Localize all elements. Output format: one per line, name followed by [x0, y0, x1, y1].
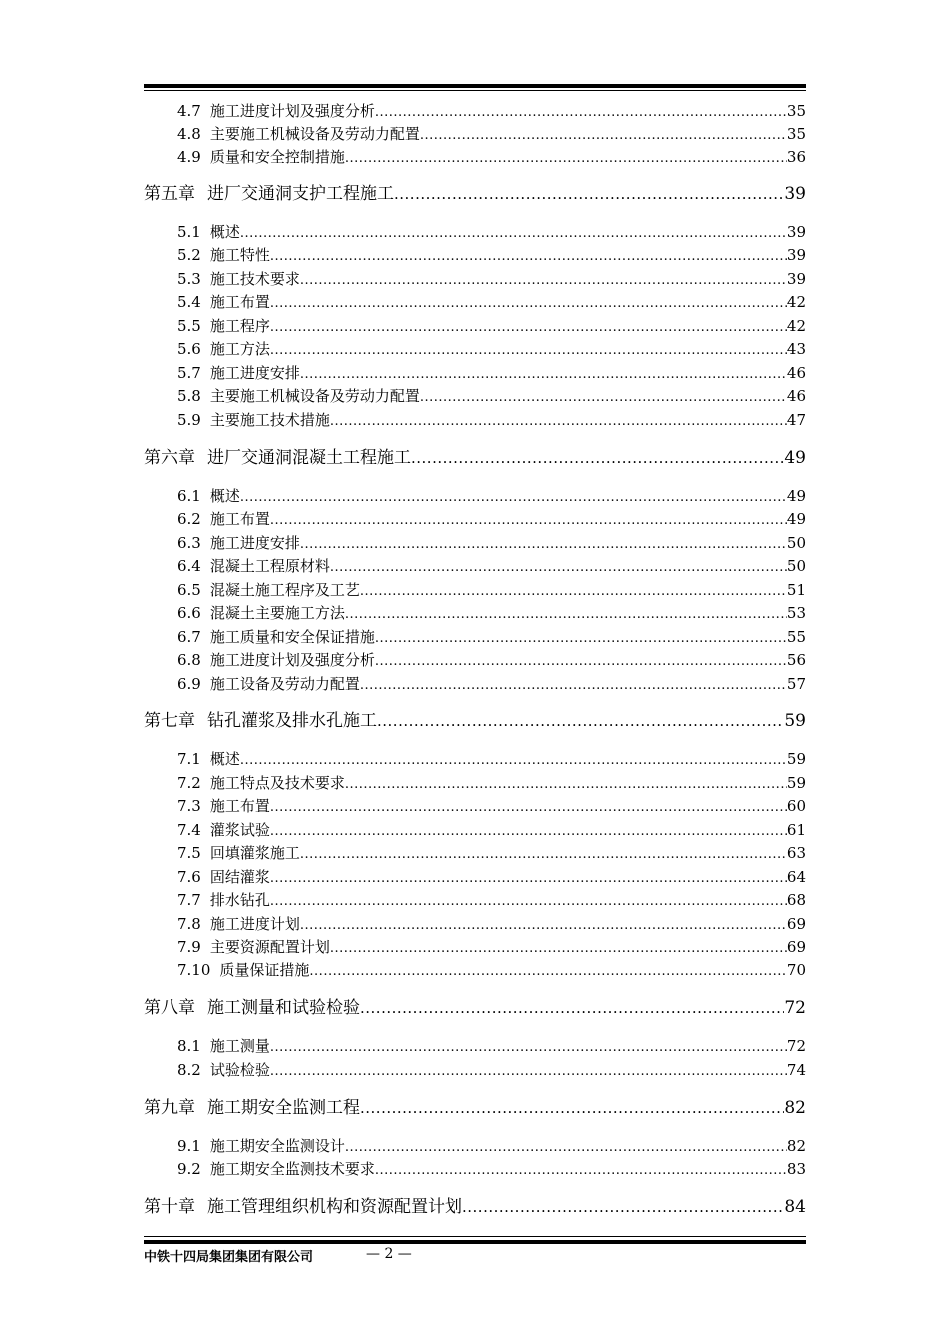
toc-entry-page: 83	[786, 1160, 806, 1178]
toc-entry-number: 7.5	[177, 844, 201, 862]
toc-dot-leader	[300, 365, 787, 385]
toc-entry-title: 混凝土主要施工方法	[209, 604, 345, 622]
toc-section-entry[interactable]	[177, 650, 806, 670]
toc-dot-leader	[270, 892, 787, 912]
toc-entry-page: 39	[786, 246, 806, 264]
toc-entry-page: 39	[786, 223, 806, 241]
toc-entry-page: 49	[784, 448, 806, 468]
toc-entry-number: 7.8	[177, 915, 201, 933]
toc-dot-leader	[270, 511, 787, 531]
toc-entry-title: 主要施工技术措施	[209, 411, 330, 429]
toc-entry-page: 43	[786, 340, 806, 358]
toc-entry-page: 84	[784, 1197, 806, 1217]
toc-dot-leader	[330, 939, 787, 959]
toc-entry-page: 72	[784, 998, 806, 1018]
toc-dot-leader	[375, 103, 787, 123]
toc-section-entry[interactable]	[177, 1036, 806, 1056]
toc-entry-title: 施工管理组织机构和资源配置计划	[207, 1197, 462, 1217]
toc-entry-title: 施工布置	[209, 293, 270, 311]
toc-section-entry[interactable]	[177, 749, 806, 769]
toc-entry-page: 39	[786, 270, 806, 288]
toc-entry-number: 第七章	[144, 711, 195, 731]
toc-dot-leader	[240, 488, 787, 508]
toc-entry-title: 施工方法	[209, 340, 270, 358]
toc-section-entry[interactable]	[177, 867, 806, 887]
toc-entry-page: 55	[786, 628, 806, 646]
toc-entry-number: 6.7	[177, 628, 201, 646]
toc-entry-page: 70	[786, 961, 806, 979]
toc-section-entry[interactable]	[177, 509, 806, 529]
toc-entry-title: 概述	[209, 223, 240, 241]
toc-dot-leader	[270, 318, 787, 338]
toc-entry-title: 试验检验	[209, 1061, 270, 1079]
toc-dot-leader	[270, 869, 787, 889]
toc-entry-title: 施工测量和试验检验	[207, 998, 360, 1018]
toc-section-entry[interactable]	[177, 386, 806, 406]
toc-entry-page: 46	[786, 387, 806, 405]
toc-entry-title: 施工进度计划及强度分析	[209, 102, 375, 120]
toc-entry-number: 7.2	[177, 774, 201, 792]
toc-entry-page: 64	[786, 868, 806, 886]
toc-section-entry[interactable]	[177, 914, 806, 934]
toc-chapter-entry[interactable]	[144, 709, 806, 733]
toc-entry-title: 概述	[209, 750, 240, 768]
toc-section-entry[interactable]	[177, 245, 806, 265]
toc-chapter-entry[interactable]	[144, 1096, 806, 1120]
toc-dot-leader	[360, 676, 787, 696]
toc-entry-page: 42	[786, 317, 806, 335]
toc-dot-leader	[330, 412, 787, 432]
toc-section-entry[interactable]	[177, 486, 806, 506]
toc-entry-page: 39	[784, 184, 806, 204]
toc-entry-number: 第八章	[144, 998, 195, 1018]
toc-entry-title: 施工设备及劳动力配置	[209, 675, 360, 693]
toc-entry-number: 6.8	[177, 651, 201, 669]
toc-section-entry[interactable]	[177, 1159, 806, 1179]
toc-dot-leader	[270, 341, 787, 361]
toc-dot-leader	[345, 149, 787, 169]
toc-dot-leader	[300, 845, 787, 865]
toc-section-entry[interactable]	[177, 1136, 806, 1156]
toc-dot-leader	[360, 996, 784, 1020]
toc-entry-number: 5.9	[177, 411, 201, 429]
toc-entry-page: 74	[786, 1061, 806, 1079]
toc-entry-page: 36	[786, 148, 806, 166]
toc-entry-number: 8.1	[177, 1037, 201, 1055]
toc-entry-number: 4.8	[177, 125, 201, 143]
toc-section-entry[interactable]	[177, 410, 806, 430]
toc-section-entry[interactable]	[177, 1060, 806, 1080]
toc-entry-title: 施工程序	[209, 317, 270, 335]
toc-entry-title: 施工期安全监测工程	[207, 1098, 360, 1118]
toc-entry-title: 施工特性	[209, 246, 270, 264]
toc-entry-number: 5.1	[177, 223, 201, 241]
toc-section-entry[interactable]	[177, 269, 806, 289]
toc-section-entry[interactable]	[177, 603, 806, 623]
toc-entry-page: 82	[784, 1098, 806, 1118]
toc-dot-leader	[375, 652, 787, 672]
toc-entry-title: 钻孔灌浆及排水孔施工	[207, 711, 377, 731]
toc-entry-number: 5.2	[177, 246, 201, 264]
toc-entry-title: 排水钻孔	[209, 891, 270, 909]
toc-section-entry[interactable]	[177, 222, 806, 242]
toc-section-entry[interactable]	[177, 937, 806, 957]
toc-chapter-entry[interactable]	[144, 996, 806, 1020]
footer-page-number: — 2 —	[366, 1246, 412, 1262]
toc-entry-page: 46	[786, 364, 806, 382]
toc-entry-number: 4.9	[177, 148, 201, 166]
toc-entry-page: 63	[786, 844, 806, 862]
toc-dot-leader	[411, 446, 784, 470]
toc-dot-leader	[420, 126, 787, 146]
toc-entry-page: 82	[786, 1137, 806, 1155]
toc-entry-title: 施工布置	[209, 510, 270, 528]
toc-section-entry[interactable]	[177, 627, 806, 647]
toc-dot-leader	[309, 962, 786, 982]
toc-entry-page: 49	[786, 510, 806, 528]
toc-entry-number: 6.1	[177, 487, 201, 505]
toc-entry-title: 质量和安全控制措施	[209, 148, 345, 166]
toc-entry-number: 6.4	[177, 557, 201, 575]
footer-rule-thin	[144, 1236, 806, 1237]
toc-section-entry[interactable]	[177, 316, 806, 336]
toc-entry-page: 50	[786, 557, 806, 575]
toc-entry-page: 42	[786, 293, 806, 311]
toc-chapter-entry[interactable]	[144, 182, 806, 206]
toc-dot-leader	[270, 798, 787, 818]
toc-section-entry[interactable]	[177, 820, 806, 840]
toc-entry-number: 6.2	[177, 510, 201, 528]
toc-dot-leader	[300, 916, 787, 936]
toc-entry-title: 施工进度安排	[209, 534, 300, 552]
toc-entry-page: 68	[786, 891, 806, 909]
toc-entry-page: 56	[786, 651, 806, 669]
toc-entry-title: 回填灌浆施工	[209, 844, 300, 862]
toc-entry-number: 5.5	[177, 317, 201, 335]
toc-entry-page: 59	[784, 711, 806, 731]
toc-entry-page: 60	[786, 797, 806, 815]
toc-entry-title: 概述	[209, 487, 240, 505]
toc-section-entry[interactable]	[177, 843, 806, 863]
toc-dot-leader	[377, 709, 784, 733]
toc-entry-number: 5.7	[177, 364, 201, 382]
toc-entry-title: 施工期安全监测技术要求	[209, 1160, 375, 1178]
toc-entry-number: 7.1	[177, 750, 201, 768]
toc-dot-leader	[375, 1161, 787, 1181]
toc-dot-leader	[345, 775, 787, 795]
toc-entry-title: 质量保证措施	[219, 961, 310, 979]
toc-dot-leader	[330, 558, 787, 578]
toc-dot-leader	[394, 182, 784, 206]
toc-entry-number: 5.4	[177, 293, 201, 311]
toc-entry-number: 8.2	[177, 1061, 201, 1079]
toc-entry-number: 7.4	[177, 821, 201, 839]
toc-section-entry[interactable]	[177, 796, 806, 816]
toc-entry-title: 施工进度安排	[209, 364, 300, 382]
toc-dot-leader	[360, 1096, 784, 1120]
toc-entry-title: 混凝土工程原材料	[209, 557, 330, 575]
toc-entry-page: 35	[786, 125, 806, 143]
toc-dot-leader	[240, 224, 787, 244]
toc-dot-leader	[345, 1138, 787, 1158]
toc-section-entry[interactable]	[177, 147, 806, 167]
toc-entry-page: 59	[786, 774, 806, 792]
toc-dot-leader	[300, 271, 787, 291]
toc-dot-leader	[462, 1195, 784, 1219]
toc-entry-page: 49	[786, 487, 806, 505]
toc-section-entry[interactable]	[177, 580, 806, 600]
toc-section-entry[interactable]	[177, 339, 806, 359]
footer-company-name: 中铁十四局集团集团有限公司	[144, 1250, 314, 1265]
toc-entry-page: 61	[786, 821, 806, 839]
toc-entry-title: 施工质量和安全保证措施	[209, 628, 375, 646]
toc-section-entry[interactable]	[177, 124, 806, 144]
toc-section-entry[interactable]	[177, 363, 806, 383]
toc-entry-number: 4.7	[177, 102, 201, 120]
toc-entry-title: 灌浆试验	[209, 821, 270, 839]
toc-entry-title: 施工特点及技术要求	[209, 774, 345, 792]
toc-entry-title: 主要施工机械设备及劳动力配置	[209, 125, 420, 143]
toc-entry-number: 第六章	[144, 448, 195, 468]
toc-entry-number: 9.2	[177, 1160, 201, 1178]
toc-entry-title: 施工进度计划及强度分析	[209, 651, 375, 669]
toc-entry-page: 47	[786, 411, 806, 429]
toc-entry-title: 固结灌浆	[209, 868, 270, 886]
toc-dot-leader	[270, 1038, 787, 1058]
toc-entry-number: 6.6	[177, 604, 201, 622]
toc-section-entry[interactable]	[177, 101, 806, 121]
toc-section-entry[interactable]	[177, 533, 806, 553]
toc-chapter-entry[interactable]	[144, 1195, 806, 1219]
toc-dot-leader	[300, 535, 787, 555]
toc-entry-title: 进厂交通洞混凝土工程施工	[207, 448, 411, 468]
toc-entry-page: 57	[786, 675, 806, 693]
toc-entry-number: 6.9	[177, 675, 201, 693]
toc-dot-leader	[270, 822, 787, 842]
toc-entry-page: 51	[786, 581, 806, 599]
toc-entry-title: 主要施工机械设备及劳动力配置	[209, 387, 420, 405]
toc-entry-number: 6.5	[177, 581, 201, 599]
toc-entry-title: 施工测量	[209, 1037, 270, 1055]
toc-entry-title: 施工技术要求	[209, 270, 300, 288]
toc-entry-number: 7.6	[177, 868, 201, 886]
toc-entry-number: 第十章	[144, 1197, 195, 1217]
toc-entry-page: 53	[786, 604, 806, 622]
toc-chapter-entry[interactable]	[144, 446, 806, 470]
toc-entry-number: 7.3	[177, 797, 201, 815]
toc-entry-number: 第九章	[144, 1098, 195, 1118]
toc-dot-leader	[270, 294, 787, 314]
toc-section-entry[interactable]	[177, 556, 806, 576]
toc-entry-number: 第五章	[144, 184, 195, 204]
toc-entry-page: 35	[786, 102, 806, 120]
toc-entry-number: 5.3	[177, 270, 201, 288]
toc-entry-number: 5.6	[177, 340, 201, 358]
toc-entry-number: 7.9	[177, 938, 201, 956]
toc-entry-title: 主要资源配置计划	[209, 938, 330, 956]
toc-dot-leader	[375, 629, 787, 649]
toc-dot-leader	[240, 751, 787, 771]
toc-section-entry[interactable]	[177, 890, 806, 910]
toc-entry-page: 50	[786, 534, 806, 552]
toc-dot-leader	[420, 388, 787, 408]
toc-entry-page: 69	[786, 915, 806, 933]
toc-section-entry[interactable]	[177, 773, 806, 793]
toc-entry-title: 混凝土施工程序及工艺	[209, 581, 360, 599]
footer-rule-thick	[144, 1240, 806, 1244]
toc-entry-number: 6.3	[177, 534, 201, 552]
toc-entry-number: 7.7	[177, 891, 201, 909]
toc-entry-page: 69	[786, 938, 806, 956]
toc-entry-page: 59	[786, 750, 806, 768]
toc-entry-title: 进厂交通洞支护工程施工	[207, 184, 394, 204]
toc-section-entry[interactable]	[177, 960, 806, 980]
toc-dot-leader	[360, 582, 787, 602]
toc-entry-title: 施工进度计划	[209, 915, 300, 933]
toc-entry-number: 5.8	[177, 387, 201, 405]
toc-entry-title: 施工布置	[209, 797, 270, 815]
toc-section-entry[interactable]	[177, 292, 806, 312]
toc-section-entry[interactable]	[177, 674, 806, 694]
toc-entry-page: 72	[786, 1037, 806, 1055]
toc-dot-leader	[345, 605, 787, 625]
toc-entry-number: 9.1	[177, 1137, 201, 1155]
toc-dot-leader	[270, 1062, 787, 1082]
toc-entry-number: 7.10	[177, 961, 211, 979]
toc-dot-leader	[270, 247, 787, 267]
toc-entry-title: 施工期安全监测设计	[209, 1137, 345, 1155]
